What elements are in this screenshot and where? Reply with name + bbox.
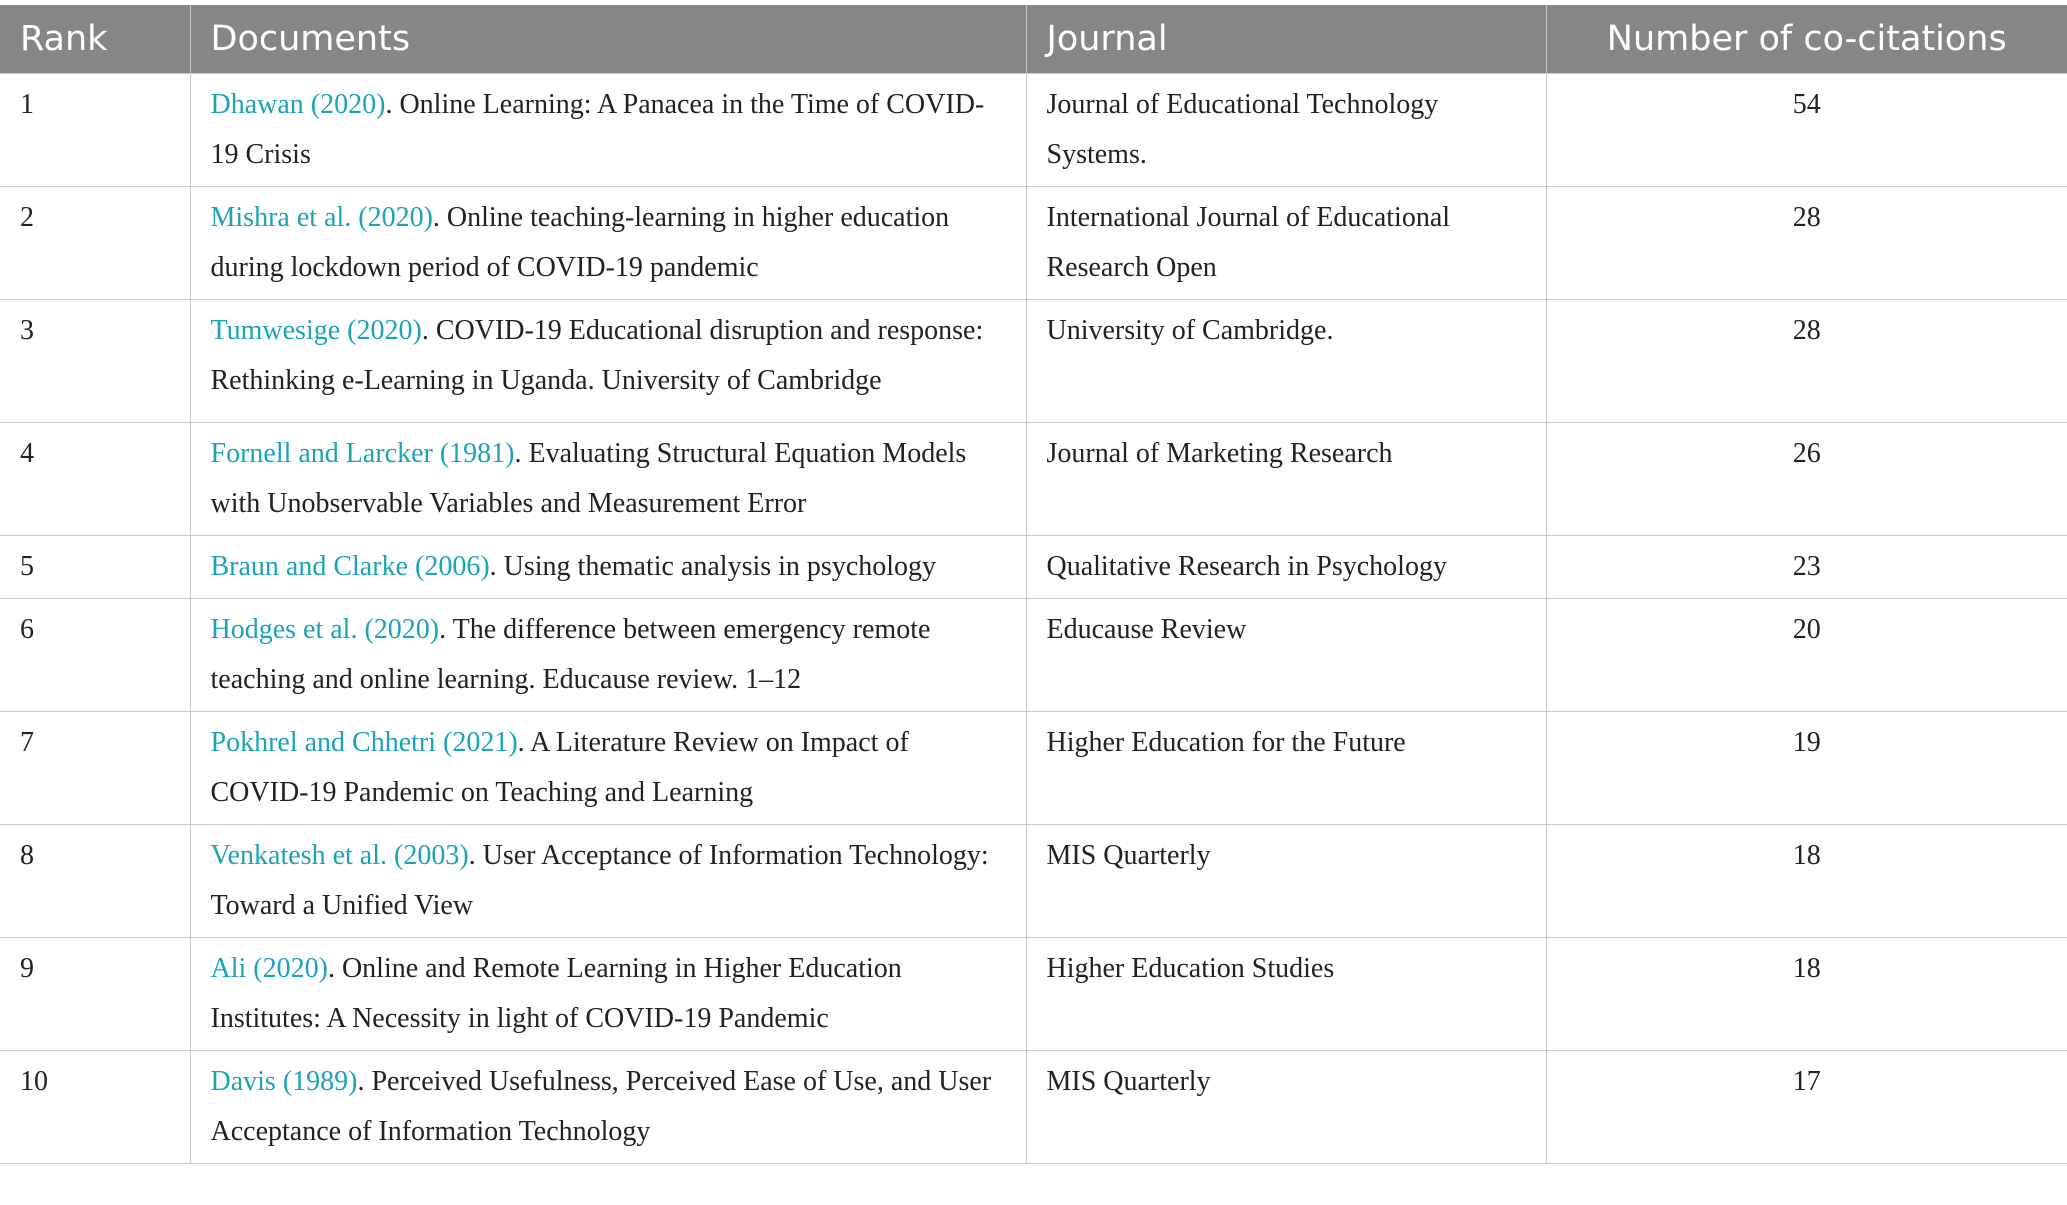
table-row (0, 74, 2067, 187)
journal-cell: Higher Education Studies (1026, 938, 1546, 1051)
table-row (0, 300, 2067, 423)
co-citation-count: 19 (1546, 712, 2067, 825)
journal-cell: Qualitative Research in Psychology (1026, 536, 1546, 599)
citation-link[interactable]: Fornell and Larcker (1981) (210, 438, 515, 469)
journal-cell: MIS Quarterly (1026, 1051, 1546, 1164)
rank-cell: 6 (0, 599, 190, 712)
header-documents: Documents (190, 5, 1026, 74)
document-cell (190, 712, 1026, 825)
table-row (0, 825, 2067, 938)
rank-cell: 4 (0, 423, 190, 536)
journal-cell: International Journal of Educational Research Open (1026, 187, 1546, 300)
co-citation-count: 18 (1546, 938, 2067, 1051)
co-citation-count: 28 (1546, 300, 2067, 423)
rank-cell: 10 (0, 1051, 190, 1164)
document-title: . A Literature Review on Impact of COVID-19 Pandemic on Teaching and Learning (210, 727, 909, 808)
document-title: . Online teaching-learning in higher education during lockdown period of COVID-19 pandemic (210, 202, 950, 283)
co-citation-count: 54 (1546, 74, 2067, 187)
co-citation-count: 28 (1546, 187, 2067, 300)
document-title: . User Acceptance of Information Technology: Toward a Unified View (210, 840, 989, 921)
journal-cell: Educause Review (1026, 599, 1546, 712)
citation-link[interactable]: Pokhrel and Chhetri (2021) (210, 727, 518, 758)
header-rank: Rank (20, 19, 108, 59)
co-citation-count: 20 (1546, 599, 2067, 712)
rank-cell: 1 (0, 74, 190, 187)
document-title: . Perceived Usefulness, Perceived Ease of Use, and User Acceptance of Information Technology (210, 1066, 992, 1147)
citation-link[interactable]: Venkatesh et al. (2003) (210, 840, 469, 871)
citation-link[interactable]: Ali (2020) (210, 953, 328, 984)
journal-cell: Journal of Educational Technology Systems. (1026, 74, 1546, 187)
rank-cell: 8 (0, 825, 190, 938)
table-row (0, 187, 2067, 300)
document-cell (190, 300, 1026, 423)
co-citation-count: 23 (1546, 536, 2067, 599)
document-cell (190, 599, 1026, 712)
document-title: . COVID-19 Educational disruption and response: Rethinking e-Learning in Uganda. University of Cambridge (210, 315, 984, 396)
table-body (0, 74, 2067, 1164)
document-cell (190, 1051, 1026, 1164)
document-cell (190, 74, 1026, 187)
document-cell (190, 536, 1026, 599)
table-row (0, 938, 2067, 1051)
citation-link[interactable]: Davis (1989) (210, 1066, 358, 1097)
co-citation-count: 17 (1546, 1051, 2067, 1164)
table-header (0, 5, 2067, 74)
document-cell (190, 825, 1026, 938)
co-citation-count: 26 (1546, 423, 2067, 536)
table-row (0, 712, 2067, 825)
table-row (0, 599, 2067, 712)
rank-cell: 9 (0, 938, 190, 1051)
journal-cell: University of Cambridge. (1026, 300, 1546, 423)
table-row (0, 536, 2067, 599)
rank-cell: 7 (0, 712, 190, 825)
rank-cell: 5 (0, 536, 190, 599)
header-journal: Journal (1026, 5, 1546, 74)
table-row (0, 1051, 2067, 1164)
citation-link[interactable]: Mishra et al. (2020) (210, 202, 433, 233)
header-row (0, 5, 2067, 74)
document-cell (190, 423, 1026, 536)
table-row (0, 423, 2067, 536)
document-cell (190, 938, 1026, 1051)
rank-cell: 3 (0, 300, 190, 423)
document-title: . Online and Remote Learning in Higher Education Institutes: A Necessity in light of COVID-19 Pandemic (210, 953, 902, 1034)
header-co-citations: Number of co-citations (1546, 5, 2067, 74)
journal-cell: MIS Quarterly (1026, 825, 1546, 938)
document-title: . Evaluating Structural Equation Models with Unobservable Variables and Measurement Error (210, 438, 967, 519)
co-citation-table (0, 5, 2067, 1164)
document-title: . Online Learning: A Panacea in the Time of COVID-19 Crisis (210, 89, 985, 170)
document-title: . The difference between emergency remote teaching and online learning. Educause review. 1–12 (210, 614, 931, 695)
document-cell (190, 187, 1026, 300)
citation-link[interactable]: Tumwesige (2020) (210, 315, 422, 346)
rank-cell: 2 (0, 187, 190, 300)
document-title: . Using thematic analysis in psychology (489, 551, 937, 582)
citation-link[interactable]: Hodges et al. (2020) (210, 614, 440, 645)
citation-link[interactable]: Dhawan (2020) (210, 89, 386, 120)
journal-cell: Journal of Marketing Research (1026, 423, 1546, 536)
journal-cell: Higher Education for the Future (1026, 712, 1546, 825)
co-citation-count: 18 (1546, 825, 2067, 938)
citation-link[interactable]: Braun and Clarke (2006) (210, 551, 490, 582)
